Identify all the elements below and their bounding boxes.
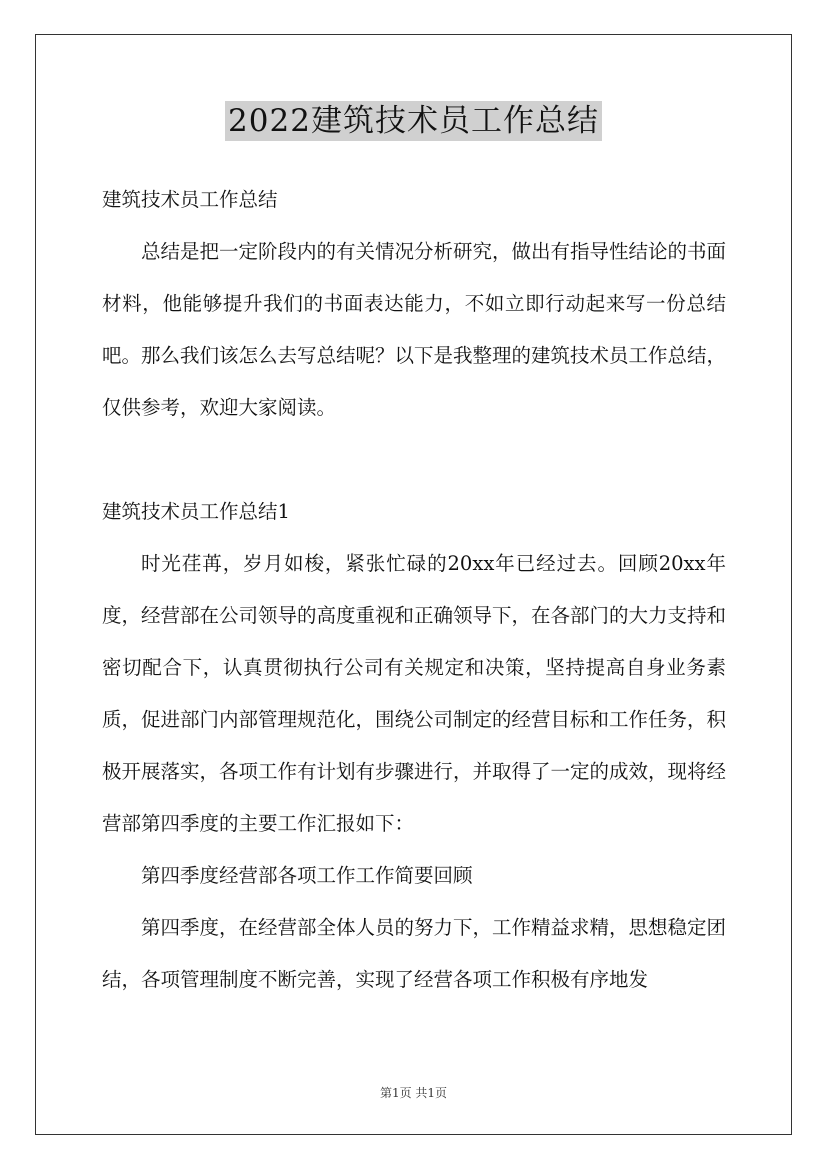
document-title-wrap [0,101,827,141]
body-paragraph: 第四季度，在经营部全体人员的努力下，工作精益求精，思想稳定团结，各项管理制度不断完善，实现了经营各项工作积极有序地发 [102,916,727,991]
intro-paragraph: 总结是把一定阶段内的有关情况分析研究，做出有指导性结论的书面材料，他能够提升我们的书面表达能力，不如立即行动起来写一份总结吧。那么我们该怎么去写总结呢？以下是我整理的建筑技术员工作总结，仅供参考，欢迎大家阅读。 [102,240,727,419]
section-heading: 建筑技术员工作总结1 [102,500,290,523]
subtitle: 建筑技术员工作总结 [102,188,278,211]
document-body [102,174,726,1006]
document-title: 2022建筑技术员工作总结 [225,101,602,141]
page-footer: 第1页 共1页 [379,1086,448,1100]
subheading-paragraph: 第四季度经营部各项工作工作简要回顾 [141,864,473,887]
section-spacer [102,434,726,486]
body-paragraph: 时光荏苒，岁月如梭，紧张忙碌的20xx年已经过去。回顾20xx年度，经营部在公司领导的高度重视和正确领导下，在各部门的大力支持和密切配合下，认真贯彻执行公司有关规定和决策，坚持提高自身业务素质，促进部门内部管理规范化，围绕公司制定的经营目标和工作任务，积极开展落实，各项工作有计划有步骤进行，并取得了一定的成效，现将经营部第四季度的主要工作汇报如下： [102,552,727,835]
